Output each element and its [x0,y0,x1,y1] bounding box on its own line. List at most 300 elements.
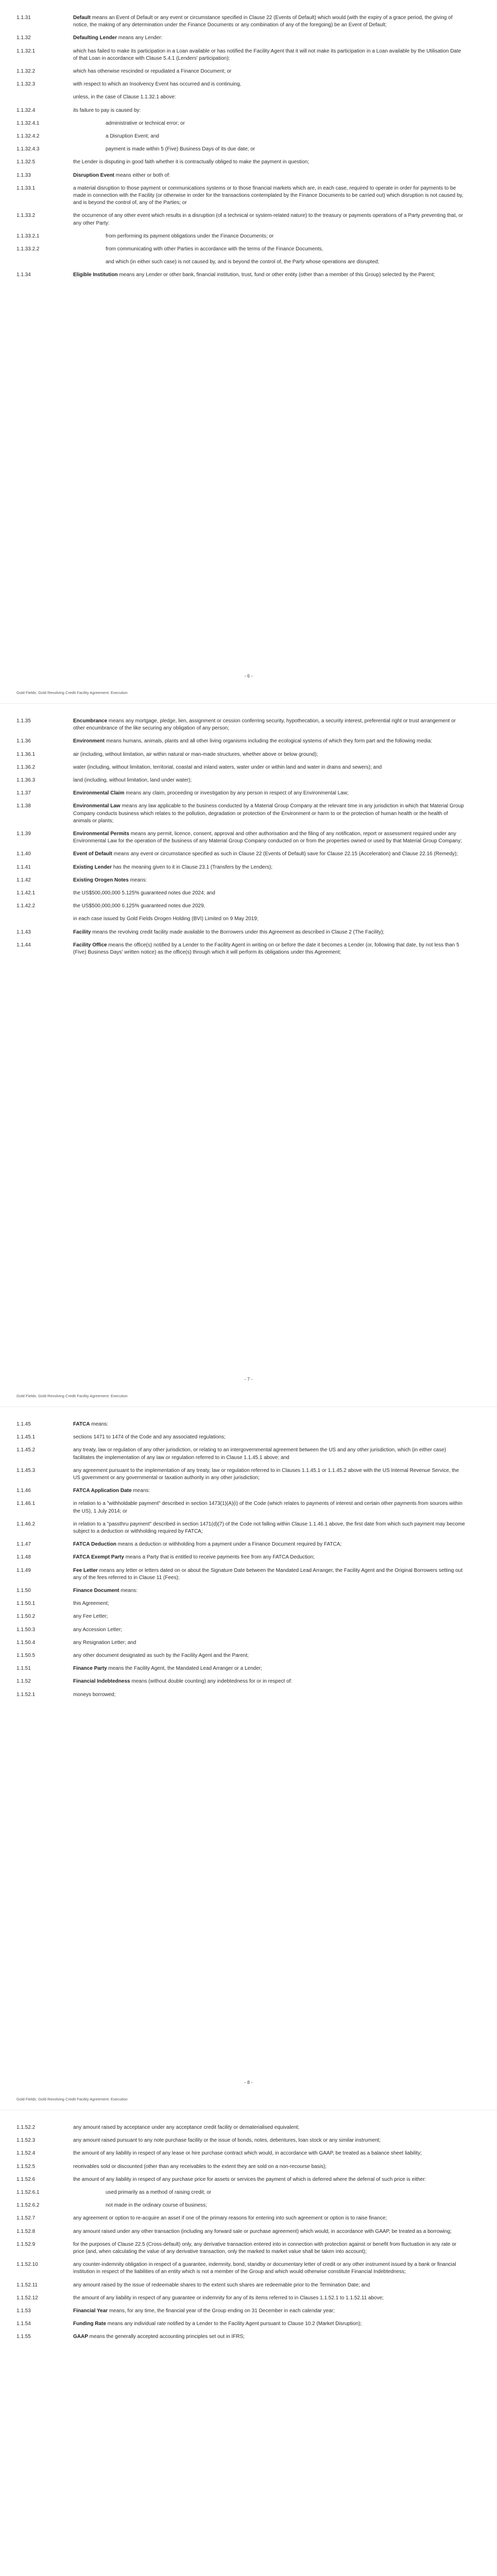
clause-number: 1.1.52.5 [16,2163,36,2170]
clause-text [73,1652,465,1659]
clause-row [0,146,497,153]
clause-text [73,2320,465,2328]
clause-row [0,1421,497,1428]
clause-body: not made in the ordinary course of business; [106,2202,207,2209]
clause-row [0,929,497,936]
defined-term: Environmental Claim [73,790,125,796]
clause-body: means any individual rate notified by a Lender to the Facility Agent pursuant to Clause 10.2 (Market Disruption); [106,2321,362,2327]
clause-text [73,159,465,166]
clause-row [0,751,497,758]
clause-text [73,803,465,825]
clause-row [0,2176,497,2183]
defined-term: FATCA Application Date [73,1488,132,1494]
footer-label: Gold Fields: Gold Revolving Credit Facility Agreement: Execution [16,690,128,695]
clause-number: 1.1.44 [16,942,31,948]
clause-row [0,81,497,88]
defined-term: Finance Document [73,1588,119,1594]
clause-number: 1.1.34 [16,272,31,278]
clause-row [0,2228,497,2235]
clause-number: 1.1.32.1 [16,48,36,54]
defined-term: Funding Rate [73,2321,106,2327]
clause-number: 1.1.52.6.2 [16,2202,40,2209]
clause-body: means the Facility Agent, the Mandated Lead Arranger or a Lender; [107,1666,262,1672]
defined-term: Disruption Event [73,172,115,178]
clause-text [73,1554,465,1561]
clause-number: 1.1.50.4 [16,1639,36,1646]
clause-row [0,2308,497,2315]
clause-number: 1.1.45.3 [16,1467,36,1473]
clause-row [0,777,497,784]
clause-number: 1.1.33.2.2 [16,246,40,252]
clause-body: unless, in the case of Clause 1.1.32.1 above: [73,94,176,100]
clause-text [73,2333,465,2341]
defined-term: FATCA Deduction [73,1541,116,1548]
footer-label: Gold Fields: Gold Revolving Credit Facility Agreement: Execution [16,1394,128,1398]
clause-number: 1.1.32.4.3 [16,146,40,152]
defined-term: GAAP [73,2334,88,2340]
clause-body: any agreement pursuant to the implementation of any treaty, law or regulation referred to in Clauses 1.1.45.1 or 1.1.45.2 above with the US Internal Revenue Service, the US government or any governmental or taxation authority in any other jurisdiction; [73,1467,459,1481]
clause-row [0,1554,497,1561]
clause-row [0,864,497,871]
clause-number: 1.1.36 [16,738,31,744]
clause-body: the US$500,000,000 6.125% guaranteed notes due 2029, [73,903,205,909]
clause-number: 1.1.49 [16,1567,31,1573]
defined-term: FATCA [73,1421,90,1427]
clause-row [0,1467,497,1482]
clause-body: the amount of any liability in respect of any lease or hire purchase contract which would, in accordance with GAAP, be treated as a balance sheet liability; [73,2150,422,2157]
clause-row [0,48,497,62]
defined-term: FATCA Exempt Party [73,1554,124,1561]
clause-row [0,1500,497,1515]
clause-number: 1.1.52.3 [16,2138,36,2144]
clause-body: means a Party that is entitled to receive payments free from any FATCA Deduction; [124,1554,315,1561]
defined-term: Eligible Institution [73,272,118,278]
defined-term: Environment [73,738,105,744]
clause-body: the amount of any liability in respect of any purchase price for assets or services the payment of which is deferred where the deferral of such price is either: [73,2176,426,2182]
clause-body: any amount raised under any other transaction (including any forward sale or purchase agreement) which would, in accordance with GAAP, be treated as a borrowing; [73,2228,452,2234]
clause-number: 1.1.52.12 [16,2295,38,2301]
clause-body: means any claim, proceeding or investigation by any person in respect of any Environmental Law; [124,790,349,796]
clause-row [0,803,497,825]
defined-term: Fee Letter [73,1567,98,1573]
clause-row [0,212,497,227]
clause-text [73,185,465,207]
clause-body: the US$500,000,000 5.125% guaranteed notes due 2024; and [73,890,215,896]
clause-text [73,2241,465,2256]
clause-number: 1.1.54 [16,2321,31,2327]
clause-text [106,2202,465,2209]
clause-row [0,903,497,910]
clause-row [0,1487,497,1495]
clause-row [0,1613,497,1620]
clause-body: moneys borrowed; [73,1691,116,1698]
clause-number: 1.1.32.3 [16,81,36,88]
clause-body: in relation to a "passthru payment" described in section 1471(d)(7) of the Code not falling within Clause 1.1.46.1 above, the first date from which such payment may become subject to a deduction or withholding required by FATCA; [73,1521,465,1535]
clause-body: any counter-indemnity obligation in respect of a guarantee, indemnity, bond, standby or documentary letter of credit or any other instrument issued by a bank or financial institution in respect of the liabilities of an entity which is not a member of the Group and which would otherwise constitute Financial Indebtedness; [73,2262,456,2275]
clause-row [0,1447,497,1461]
clause-number: 1.1.46.2 [16,1521,36,1527]
clause-text [73,916,465,923]
clause-number: 1.1.45.2 [16,1447,36,1453]
clause-text [73,831,465,845]
clause-number: 1.1.46.1 [16,1501,36,1507]
clause-text [73,890,465,897]
clause-text [73,942,465,956]
clause-number: 1.1.33 [16,172,31,178]
clause-text [106,259,465,266]
clause-row [0,2320,497,2328]
clause-number: 1.1.50.1 [16,1601,36,1607]
clause-body: a material disruption to those payment or communications systems or to those financial markets which are, in each case, required to operate in order for payments to be made in connection with the Facility (or otherwise in order for the transactions contemplated by the Finance Documents to be carried out) which disruption is not caused by, and is beyond the control of, any of the Parties; or [73,185,464,206]
clause-text [106,233,465,240]
clause-body: any treaty, law or regulation of any other jurisdiction, or relating to an intergovernmental agreement between the US and any other jurisdiction, which (in either case) facilitates the implementation of any law or regulation referred to in Clause 1.1.45.1 above; and [73,1447,447,1461]
clause-text [73,1613,465,1620]
clause-number: 1.1.32.4.1 [16,120,40,126]
clause-row [0,1626,497,1634]
clause-text [73,48,465,62]
clause-row [0,35,497,42]
clause-text [73,790,465,797]
clause-text [73,1665,465,1672]
clause-list [0,2124,497,2347]
clause-row [0,916,497,923]
document-page [0,2110,497,2576]
clause-number: 1.1.42.1 [16,890,36,896]
clause-row [0,2295,497,2302]
defined-term: Facility Office [73,942,107,948]
clause-row [0,68,497,75]
defined-term: Environmental Permits [73,831,129,837]
footer-label: Gold Fields: Gold Revolving Credit Facility Agreement: Execution [16,2097,128,2102]
page-number: - 8 - [244,2080,253,2085]
defined-term: Existing Lender [73,864,112,870]
clause-text [73,1691,465,1699]
clause-body: means a deduction or withholding from a payment under a Finance Document required by FATCA; [116,1541,342,1548]
clause-body: air (including, without limitation, air within natural or man-made structures, whether above or below ground); [73,751,318,757]
clause-body: any other document designated as such by the Facility Agent and the Parent; [73,1653,249,1659]
clause-row [0,1665,497,1672]
clause-body: means humans, animals, plants and all other living organisms including the ecological systems of which they form part and the following media: [105,738,433,744]
clause-number: 1.1.52.6.1 [16,2190,40,2196]
clause-row [0,120,497,127]
clause-row [0,1678,497,1685]
clause-row [0,159,497,166]
defined-term: Event of Default [73,851,113,857]
clause-number: 1.1.47 [16,1541,31,1548]
clause-row [0,2189,497,2196]
clause-text [73,718,465,732]
clause-row [0,790,497,797]
clause-text [73,2176,465,2183]
clause-list [0,1421,497,1704]
clause-text [73,1500,465,1515]
clause-text [73,1521,465,1535]
clause-number: 1.1.35 [16,718,31,724]
clause-body: in relation to a "withholdable payment" described in section 1473(1)(A)(i) of the Code (which relates to payments of interest and certain other payments from sources within the US), 1 July 2014; or [73,1501,462,1514]
clause-text [73,1626,465,1634]
clause-body: means: [128,877,147,883]
defined-term: Existing Orogen Notes [73,877,129,883]
clause-text [106,246,465,253]
clause-row [0,1567,497,1582]
clause-row [0,172,497,179]
clause-text [73,1587,465,1595]
clause-text [73,14,465,29]
clause-number: 1.1.50 [16,1588,31,1594]
clause-number: 1.1.43 [16,929,31,935]
clause-list [0,718,497,962]
clause-row [0,1587,497,1595]
clause-body: in each case issued by Gold Fields Orogen Holding (BVI) Limited on 9 May 2019; [73,916,259,922]
clause-number: 1.1.36.1 [16,751,36,757]
clause-row [0,272,497,279]
clause-number: 1.1.50.3 [16,1626,36,1633]
clause-body: means (without double counting) any indebtedness for or in respect of: [130,1679,293,1685]
page-number: - 6 - [244,673,253,679]
clause-text [73,1567,465,1582]
clause-text [73,35,465,42]
defined-term: Facility [73,929,91,935]
clause-row [0,185,497,207]
clause-number: 1.1.45 [16,1421,31,1427]
clause-row [0,246,497,253]
clause-number: 1.1.39 [16,831,31,837]
clause-body: any agreement or option to re-acquire an asset if one of the primary reasons for entering into such agreement or option is to raise finance; [73,2215,387,2222]
clause-body: means: [90,1421,109,1427]
clause-body: from performing its payment obligations under the Finance Documents; or [106,233,274,239]
clause-number: 1.1.48 [16,1554,31,1561]
clause-row [0,2202,497,2209]
clause-body: means any letter or letters dated on or about the Signature Date between the Mandated Lead Arranger, the Facility Agent and the Original Borrowers setting out any of the fees referred to in Clause 11 (Fees); [73,1567,463,1581]
clause-body: has the meaning given to it in Clause 23.1 (Transfers by the Lenders); [112,864,273,870]
clause-body: means any mortgage, pledge, lien, assignment or cession conferring security, hypothecation, a security interest, preferential right or trust arrangement or other encumbrance of the like securing any obligation of any person; [73,718,456,732]
clause-body: this Agreement; [73,1601,109,1607]
document-page [0,0,497,703]
clause-number: 1.1.52.6 [16,2176,36,2182]
clause-row [0,1600,497,1607]
clause-text [73,751,465,758]
clause-number: 1.1.50.5 [16,1653,36,1659]
clause-number: 1.1.46 [16,1488,31,1494]
clause-row [0,2282,497,2289]
clause-text [73,2308,465,2315]
clause-text [73,738,465,745]
clause-text [73,1639,465,1647]
clause-body: receivables sold or discounted (other than any receivables to the extent they are sold on a non-recourse basis); [73,2163,327,2170]
clause-row [0,2241,497,2256]
clause-number: 1.1.52.7 [16,2215,36,2222]
clause-body: with respect to which an Insolvency Event has occurred and is continuing, [73,81,242,88]
clause-row [0,1541,497,1548]
clause-number: 1.1.50.2 [16,1614,36,1620]
clause-body: means the revolving credit facility made available to the Borrowers under this Agreement as described in Clause 2 (The Facility); [91,929,385,935]
clause-body: from communicating with other Parties in accordance with the terms of the Finance Documents, [106,246,323,252]
defined-term: Encumbrance [73,718,108,724]
clause-body: its failure to pay is caused by: [73,107,141,113]
clause-number: 1.1.52.8 [16,2228,36,2234]
clause-number: 1.1.53 [16,2308,31,2314]
clause-number: 1.1.42.2 [16,903,36,909]
clause-body: means any event or circumstance specified as such in Clause 22 (Events of Default) save for Clause 22.15 (Acceleration) and Clause 22.16 (Remedy); [112,851,458,857]
clause-row [0,133,497,140]
clause-body: means either or both of: [114,172,170,178]
defined-term: Financial Year [73,2308,108,2314]
clause-row [0,259,497,266]
clause-text [73,2282,465,2289]
clause-body: which has otherwise rescinded or repudiated a Finance Document; or [73,69,232,75]
clause-list [0,14,497,285]
clause-text [73,777,465,784]
clause-body: means, for any time, the financial year of the Group ending on 31 December in each calendar year; [108,2308,335,2314]
clause-body: means any law applicable to the business conducted by a Material Group Company at the relevant time in any jurisdiction in which that Material Group Company conducts business which relates to the pollution, degradation or protection of the Environment or harm to or the protection of human health or the health of animals or plants; [73,803,464,824]
clause-number: 1.1.32 [16,35,31,41]
clause-number: 1.1.42 [16,877,31,883]
clause-row [0,1434,497,1441]
clause-row [0,890,497,897]
clause-body: land (including, without limitation, land under water); [73,777,192,784]
clause-text [73,1447,465,1461]
clause-number: 1.1.32.5 [16,159,36,165]
clause-row [0,2124,497,2131]
clause-text [73,864,465,871]
clause-row [0,942,497,956]
clause-text [73,2150,465,2157]
clause-number: 1.1.52 [16,1679,31,1685]
clause-body: the amount of any liability in respect of any guarantee or indemnity for any of its items referred to in Clauses 1.1.52.1 to 1.1.52.11 above; [73,2295,384,2301]
clause-text [73,107,465,114]
clause-number: 1.1.55 [16,2334,31,2340]
clause-body: used primarily as a method of raising credit; or [106,2190,212,2196]
clause-row [0,14,497,29]
defined-term: Defaulting Lender [73,35,117,41]
clause-text [73,2261,465,2276]
clause-text [106,133,465,140]
clause-number: 1.1.52.1 [16,1691,36,1698]
clause-body: means any Lender: [117,35,163,41]
clause-row [0,2333,497,2341]
clause-row [0,738,497,745]
defined-term: Financial Indebtedness [73,1679,130,1685]
clause-row [0,107,497,114]
clause-row [0,1691,497,1699]
clause-body: means an Event of Default or any event or circumstance specified in Clause 22 (Events of Default) which would (with the expiry of a grace period, the giving of notice, the making of any determination under the Finance Documents or any combination of any of the foregoing) be an Event of Default; [73,15,453,28]
clause-text [106,146,465,153]
clause-number: 1.1.52.4 [16,2150,36,2157]
clause-row [0,764,497,771]
clause-body: means: [119,1588,138,1594]
clause-row [0,1639,497,1647]
clause-number: 1.1.32.4 [16,107,36,113]
clause-text [73,212,465,227]
clause-body: for the purposes of Clause 22.5 (Cross-default) only, any derivative transaction entered into in connection with protection against or benefit from fluctuation in any rate or price (and, when calculating the value of any derivative transaction, only the marked to market value shall be taken into account); [73,2241,457,2255]
clause-text [73,1678,465,1685]
clause-text [73,81,465,88]
page-number: - 7 - [244,1377,253,1382]
clause-text [73,94,465,101]
clause-number: 1.1.51 [16,1666,31,1672]
clause-body: water (including, without limitation, territorial, coastal and inland waters, water under or within land and water in drains and sewers); and [73,764,382,770]
clause-text [73,1421,465,1428]
clause-text [73,2163,465,2171]
clause-body: any Fee Letter; [73,1614,108,1620]
clause-body: sections 1471 to 1474 of the Code and any associated regulations; [73,1434,226,1440]
clause-number: 1.1.52.9 [16,2241,36,2247]
clause-row [0,2150,497,2157]
clause-text [106,2189,465,2196]
clause-row [0,718,497,732]
clause-body: the occurrence of any other event which results in a disruption (of a technical or system-related nature) to the treasury or payments operations of a Party preventing that, or any other Party: [73,213,464,226]
clause-body: means: [131,1488,150,1494]
clause-row [0,1521,497,1535]
clause-text [73,272,465,279]
clause-text [73,2228,465,2235]
clause-number: 1.1.40 [16,851,31,857]
clause-number: 1.1.32.4.2 [16,133,40,140]
defined-term: Environmental Law [73,803,121,809]
clause-text [73,172,465,179]
defined-term: Default [73,15,91,21]
clause-text [73,1434,465,1441]
document-page [0,1406,497,2110]
clause-text [73,903,465,910]
clause-body: means the office(s) notified by a Lender to the Facility Agent in writing on or before the date it becomes a Lender (or, following that date, by not less than 5 (Five) Business Days' written notice) as the office(s) through which it will perform its obligations under this Agreement; [73,942,459,956]
clause-body: administrative or technical error; or [106,120,185,126]
clause-row [0,2261,497,2276]
clause-text [73,2124,465,2131]
clause-body: means any permit, licence, consent, approval and other authorisation and the filing of any notification, report or assessment required under any Environmental Law for the operation of the business of any Material Group Company conducted on or from the properties owned or used by that Material Group Company; [73,831,462,844]
clause-number: 1.1.38 [16,803,31,809]
clause-body: and which (in either such case) is not caused by, and is beyond the control of, the Party whose operations are disrupted; [106,259,380,265]
clause-text [73,1541,465,1548]
clause-body: any amount raised pursuant to any note purchase facility or the issue of bonds, notes, debentures, loan stock or any similar instrument; [73,2138,381,2144]
clause-text [73,68,465,75]
clause-row [0,877,497,884]
clause-number: 1.1.45.1 [16,1434,36,1440]
clause-text [73,851,465,858]
clause-text [73,877,465,884]
clause-body: payment is made within 5 (Five) Business Days of its due date; or [106,146,255,152]
clause-row [0,2137,497,2144]
clause-row [0,1652,497,1659]
document-page [0,703,497,1406]
clause-text [73,1600,465,1607]
clause-body: any amount raised by acceptance under any acceptance credit facility or dematerialised equivalent; [73,2125,300,2130]
clause-text [73,764,465,771]
clause-number: 1.1.36.2 [16,764,36,770]
clause-number: 1.1.37 [16,790,31,796]
clause-row [0,2163,497,2171]
clause-text [73,1467,465,1482]
defined-term: Finance Party [73,1666,107,1672]
clause-body: any Accession Letter; [73,1626,123,1633]
clause-number: 1.1.36.3 [16,777,36,784]
clause-body: any amount raised by the issue of redeemable shares to the extent such shares are redeemable prior to the Termination Date; and [73,2282,370,2288]
clause-number: 1.1.33.2 [16,213,36,219]
clause-body: a Disruption Event; and [106,133,159,140]
clause-row [0,831,497,845]
clause-body: means any Lender or other bank, financial institution, trust, fund or other entity (other than a member of this Group) selected by the Parent; [117,272,435,278]
clause-number: 1.1.52.2 [16,2125,36,2130]
clause-text [73,2295,465,2302]
clause-number: 1.1.32.2 [16,69,36,75]
clause-row [0,94,497,101]
clause-number: 1.1.52.11 [16,2282,38,2288]
clause-text [73,2215,465,2222]
clause-number: 1.1.33.1 [16,185,36,191]
clause-body: any Resignation Letter; and [73,1639,136,1646]
clause-text [106,120,465,127]
clause-row [0,2215,497,2222]
